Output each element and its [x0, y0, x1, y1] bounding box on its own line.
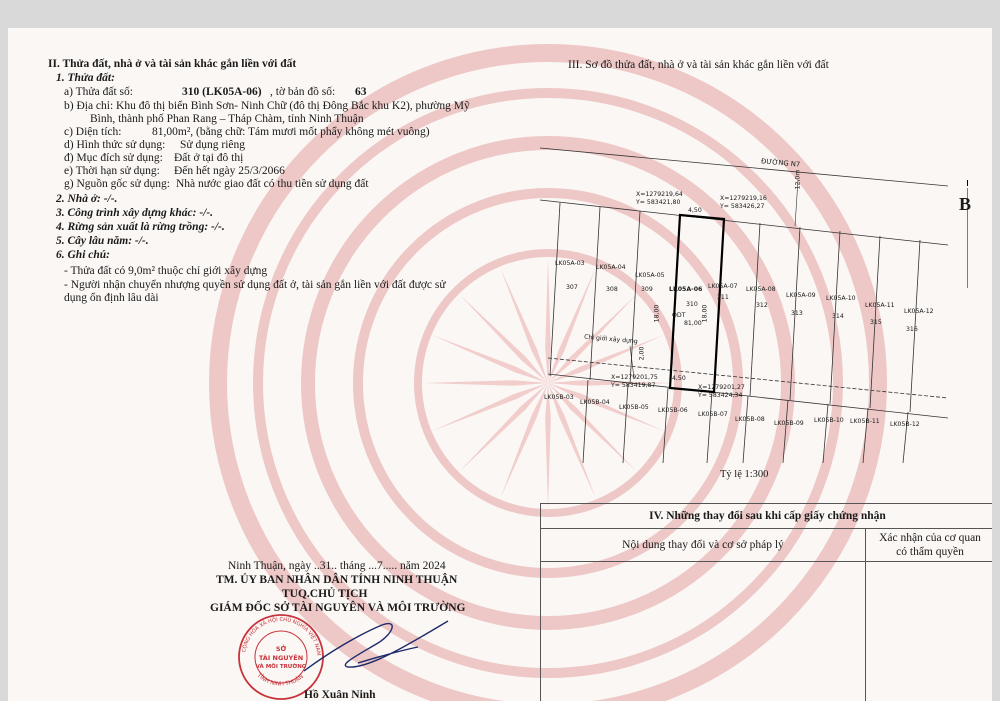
- plot-heading: 1. Thửa đất:: [56, 72, 115, 84]
- coord-br-x: X=1279201,27: [698, 384, 745, 391]
- coord-tl-x: X=1279219,64: [636, 191, 683, 198]
- top-lot-name-4: LK05A-08: [746, 286, 776, 293]
- coord-bl-y: Y= 583419,87: [611, 382, 656, 389]
- forest-line: 4. Rừng sản xuất là rừng trồng: -/-.: [56, 221, 225, 233]
- notes-heading: 6. Ghi chú:: [56, 249, 110, 261]
- section-3-heading: III. Sơ đồ thửa đất, nhà ở và tài sản khác gắn liền với đất: [568, 59, 829, 71]
- signing-title: GIÁM ĐỐC SỞ TÀI NGUYÊN VÀ MÔI TRƯỜNG: [210, 602, 466, 614]
- purpose-label: đ) Mục đích sử dụng:: [64, 152, 163, 164]
- lot-divider: [707, 392, 712, 463]
- changes-col-approval: [866, 529, 993, 562]
- area-label: c) Diện tích:: [64, 126, 122, 138]
- house-line: 2. Nhà ở: -/-.: [56, 193, 118, 205]
- bottom-lot-9: LK05B-12: [890, 421, 920, 428]
- changes-body-right: [866, 562, 993, 701]
- road-edge-top: [540, 148, 948, 186]
- term-label: e) Thời hạn sử dụng:: [64, 165, 160, 177]
- road-width-label: 12,0m: [794, 169, 802, 190]
- coord-br-y: Y= 583424,34: [698, 392, 743, 399]
- dim-bottom: 4,50: [672, 375, 686, 382]
- note-2-line-2: dụng ổn định lâu dài: [64, 292, 159, 304]
- bottom-lot-5: LK05B-08: [735, 416, 765, 423]
- map-sheet-value: 63: [355, 86, 367, 98]
- subject-lot-name: LK05A-06: [669, 286, 703, 293]
- setback-label: Chỉ giới xây dựng: [583, 333, 639, 346]
- lot-divider: [823, 404, 828, 463]
- plot-number-label: a) Thửa đất số:: [64, 86, 133, 98]
- coord-tr-x: X=1279219,16: [720, 195, 767, 202]
- top-lot-number-4: 312: [756, 302, 768, 309]
- stamp-line-3: VÀ MÔI TRƯỜNG: [255, 664, 307, 670]
- section-4-heading: IV. Những thay đổi sau khi cấp giấy chứng nhận: [541, 504, 993, 529]
- setback-dim: 2,00: [638, 346, 646, 361]
- changes-table: [540, 503, 992, 701]
- perennial-line: 5. Cây lâu năm: -/-.: [56, 235, 149, 247]
- dim-left: 18,00: [653, 304, 661, 323]
- construction-line: 3. Công trình xây dựng khác: -/-.: [56, 207, 214, 219]
- lot-divider: [550, 203, 560, 376]
- top-lot-number-2: 309: [641, 286, 653, 293]
- origin-value: Nhà nước giao đất có thu tiền sử dụng đất: [176, 178, 369, 190]
- address-line-1: b) Địa chỉ: Khu đô thị biển Bình Sơn- Ninh Chữ (đô thị Đông Bắc khu K2), phường Mỹ: [64, 100, 470, 112]
- bottom-lot-8: LK05B-11: [850, 418, 880, 425]
- stamp-bottom-text: TỈNH NINH THUẬN: [255, 672, 305, 688]
- bottom-lot-4: LK05B-07: [698, 411, 728, 418]
- coord-tr-y: Y= 583426,27: [720, 203, 765, 210]
- use-form-value: Sử dụng riêng: [180, 139, 246, 151]
- road-label: ĐƯỜNG N7: [760, 157, 801, 169]
- lot-divider: [623, 384, 628, 463]
- top-lot-name-8: LK05A-12: [904, 308, 934, 315]
- approval-line-1: Xác nhận của cơ quan: [879, 532, 981, 544]
- top-lot-number-3: 311: [717, 294, 729, 301]
- bottom-lot-6: LK05B-09: [774, 420, 804, 427]
- bottom-lot-3: LK05B-06: [658, 407, 688, 414]
- top-lot-number-6: 314: [832, 313, 844, 320]
- top-lot-number-1: 308: [606, 286, 618, 293]
- coord-bl-x: X=1279201,75: [611, 374, 658, 381]
- coord-tl-y: Y= 583421,80: [636, 199, 681, 206]
- stamp-line-2: TÀI NGUYÊN: [258, 654, 304, 662]
- map-sheet-label: , tờ bản đồ số:: [270, 86, 336, 98]
- lot-divider: [750, 223, 760, 396]
- date-place: Ninh Thuận, ngày ..31.. tháng ...7..... năm 2024: [228, 560, 446, 572]
- north-letter: B: [959, 194, 972, 214]
- use-form-label: d) Hình thức sử dụng:: [64, 139, 166, 151]
- bottom-lot-7: LK05B-10: [814, 417, 844, 424]
- top-lot-name-2: LK05A-05: [635, 272, 665, 279]
- signer-name: Hồ Xuân Ninh: [304, 689, 376, 701]
- top-lot-name-1: LK05A-04: [596, 264, 626, 271]
- bottom-lot-2: LK05B-05: [619, 404, 649, 411]
- lot-divider: [590, 207, 600, 380]
- subject-lot-number: 310: [686, 301, 698, 308]
- top-lot-name-3: LK05A-07: [708, 283, 738, 290]
- note-1: - Thửa đất có 9,0m² thuộc chỉ giới xây dựng: [64, 265, 268, 277]
- top-lot-number-0: 307: [566, 284, 578, 291]
- lot-divider: [863, 408, 868, 463]
- lot-divider: [663, 388, 668, 463]
- note-2-line-1: - Người nhận chuyển nhượng quyền sử dụng đất ở, tài sản gắn liền với đất được sử: [64, 279, 446, 291]
- stamp-outer-text: CỘNG HÒA XÃ HỘI CHỦ NGHĨA VIỆT NAM: [241, 617, 322, 656]
- subject-lot-area: 81,00: [684, 320, 702, 327]
- stamp-line-1: SỞ: [275, 645, 287, 653]
- lot-divider: [903, 412, 908, 463]
- purpose-value: Đất ở tại đô thị: [174, 152, 244, 164]
- plot-number-value: 310 (LK05A-06): [182, 86, 262, 98]
- top-lot-name-0: LK05A-03: [555, 260, 585, 267]
- dim-top: 4,50: [688, 207, 702, 214]
- top-lot-number-7: 315: [870, 319, 882, 326]
- bottom-lot-1: LK05B-04: [580, 399, 610, 406]
- land-code: ODT: [672, 312, 686, 319]
- setback-line: [548, 358, 948, 398]
- handwritten-signature: [298, 613, 458, 693]
- address-line-2: Bình, thành phố Phan Rang – Tháp Chàm, tỉnh Ninh Thuận: [90, 113, 364, 125]
- area-value: 81,00m², (bằng chữ: Tám mươi mốt phẩy không mét vuông): [152, 126, 430, 138]
- signing-tuq: TUQ.CHỦ TỊCH: [282, 588, 368, 600]
- section-2-heading: II. Thửa đất, nhà ở và tài sản khác gắn liền với đất: [48, 58, 297, 70]
- certificate-page: [8, 28, 992, 701]
- changes-body-left: [541, 562, 866, 701]
- top-lot-name-7: LK05A-11: [865, 302, 895, 309]
- dim-right: 18,00: [701, 304, 709, 323]
- top-lot-name-5: LK05A-09: [786, 292, 816, 299]
- origin-label: g) Nguồn gốc sử dụng:: [64, 178, 170, 190]
- approval-line-2: có thẩm quyền: [896, 546, 964, 558]
- signing-org: TM. ỦY BAN NHÂN DÂN TỈNH NINH THUẬN: [216, 574, 458, 586]
- top-lot-number-8: 316: [906, 326, 918, 333]
- top-lot-name-6: LK05A-10: [826, 295, 856, 302]
- scale-label: Tỷ lệ 1:300: [720, 469, 769, 480]
- lot-divider: [783, 400, 788, 463]
- term-value: Đến hết ngày 25/3/2066: [174, 165, 285, 177]
- lot-divider: [743, 396, 748, 463]
- changes-col-content: Nội dung thay đổi và cơ sở pháp lý: [541, 529, 866, 562]
- top-lot-number-5: 313: [791, 310, 803, 317]
- bottom-lot-0: LK05B-03: [544, 394, 574, 401]
- lot-divider: [583, 380, 588, 463]
